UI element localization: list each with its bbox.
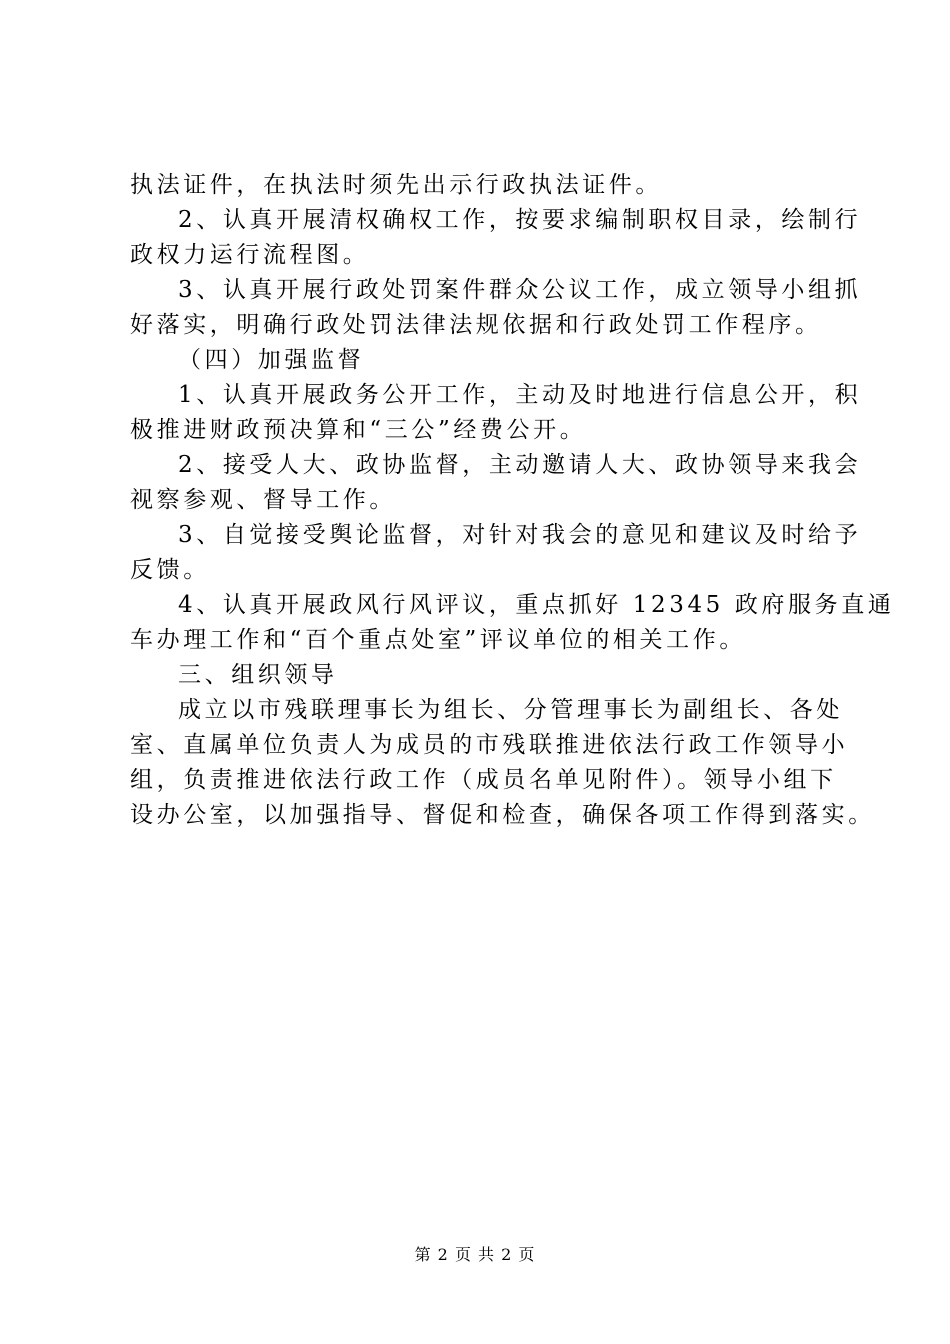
document-body bbox=[130, 168, 895, 833]
body-line: 执法证件，在执法时须先出示行政执法证件。 bbox=[130, 172, 662, 198]
body-line: 室、直属单位负责人为成员的市残联推进依法行政工作领导小 bbox=[130, 732, 849, 758]
body-line: 1、认真开展政务公开工作，主动及时地进行信息公开，积 bbox=[178, 382, 862, 408]
body-line: 车办理工作和“百个重点处室”评议单位的相关工作。 bbox=[130, 627, 746, 653]
page-number-footer: 第 2 页 共 2 页 bbox=[414, 1245, 536, 1264]
body-line: 3、自觉接受舆论监督，对针对我会的意见和建议及时给予 bbox=[178, 522, 862, 548]
body-line: 组，负责推进依法行政工作（成员名单见附件）。领导小组下 bbox=[130, 767, 837, 793]
body-line: 政权力运行流程图。 bbox=[130, 242, 370, 268]
body-line: 好落实，明确行政处罚法律法规依据和行政处罚工作程序。 bbox=[130, 312, 822, 338]
body-line: 极推进财政预决算和“三公”经费公开。 bbox=[130, 417, 587, 443]
body-line: 2、认真开展清权确权工作，按要求编制职权目录，绘制行 bbox=[178, 207, 862, 233]
body-line: 成立以市残联理事长为组长、分管理事长为副组长、各处 bbox=[178, 697, 843, 723]
body-line: 反馈。 bbox=[130, 557, 210, 583]
body-line: 2、接受人大、政协监督，主动邀请人大、政协领导来我会 bbox=[178, 452, 862, 478]
body-line: 4、认真开展政风行风评议，重点抓好 12345 政府服务直通 bbox=[178, 592, 895, 618]
body-line: 视察参观、督导工作。 bbox=[130, 487, 396, 513]
section-heading: 三、组织领导 bbox=[178, 662, 338, 688]
body-line: 3、认真开展行政处罚案件群众公议工作，成立领导小组抓 bbox=[178, 277, 862, 303]
section-heading: （四）加强监督 bbox=[178, 347, 365, 373]
body-line: 设办公室，以加强指导、督促和检查，确保各项工作得到落实。 bbox=[130, 802, 875, 828]
